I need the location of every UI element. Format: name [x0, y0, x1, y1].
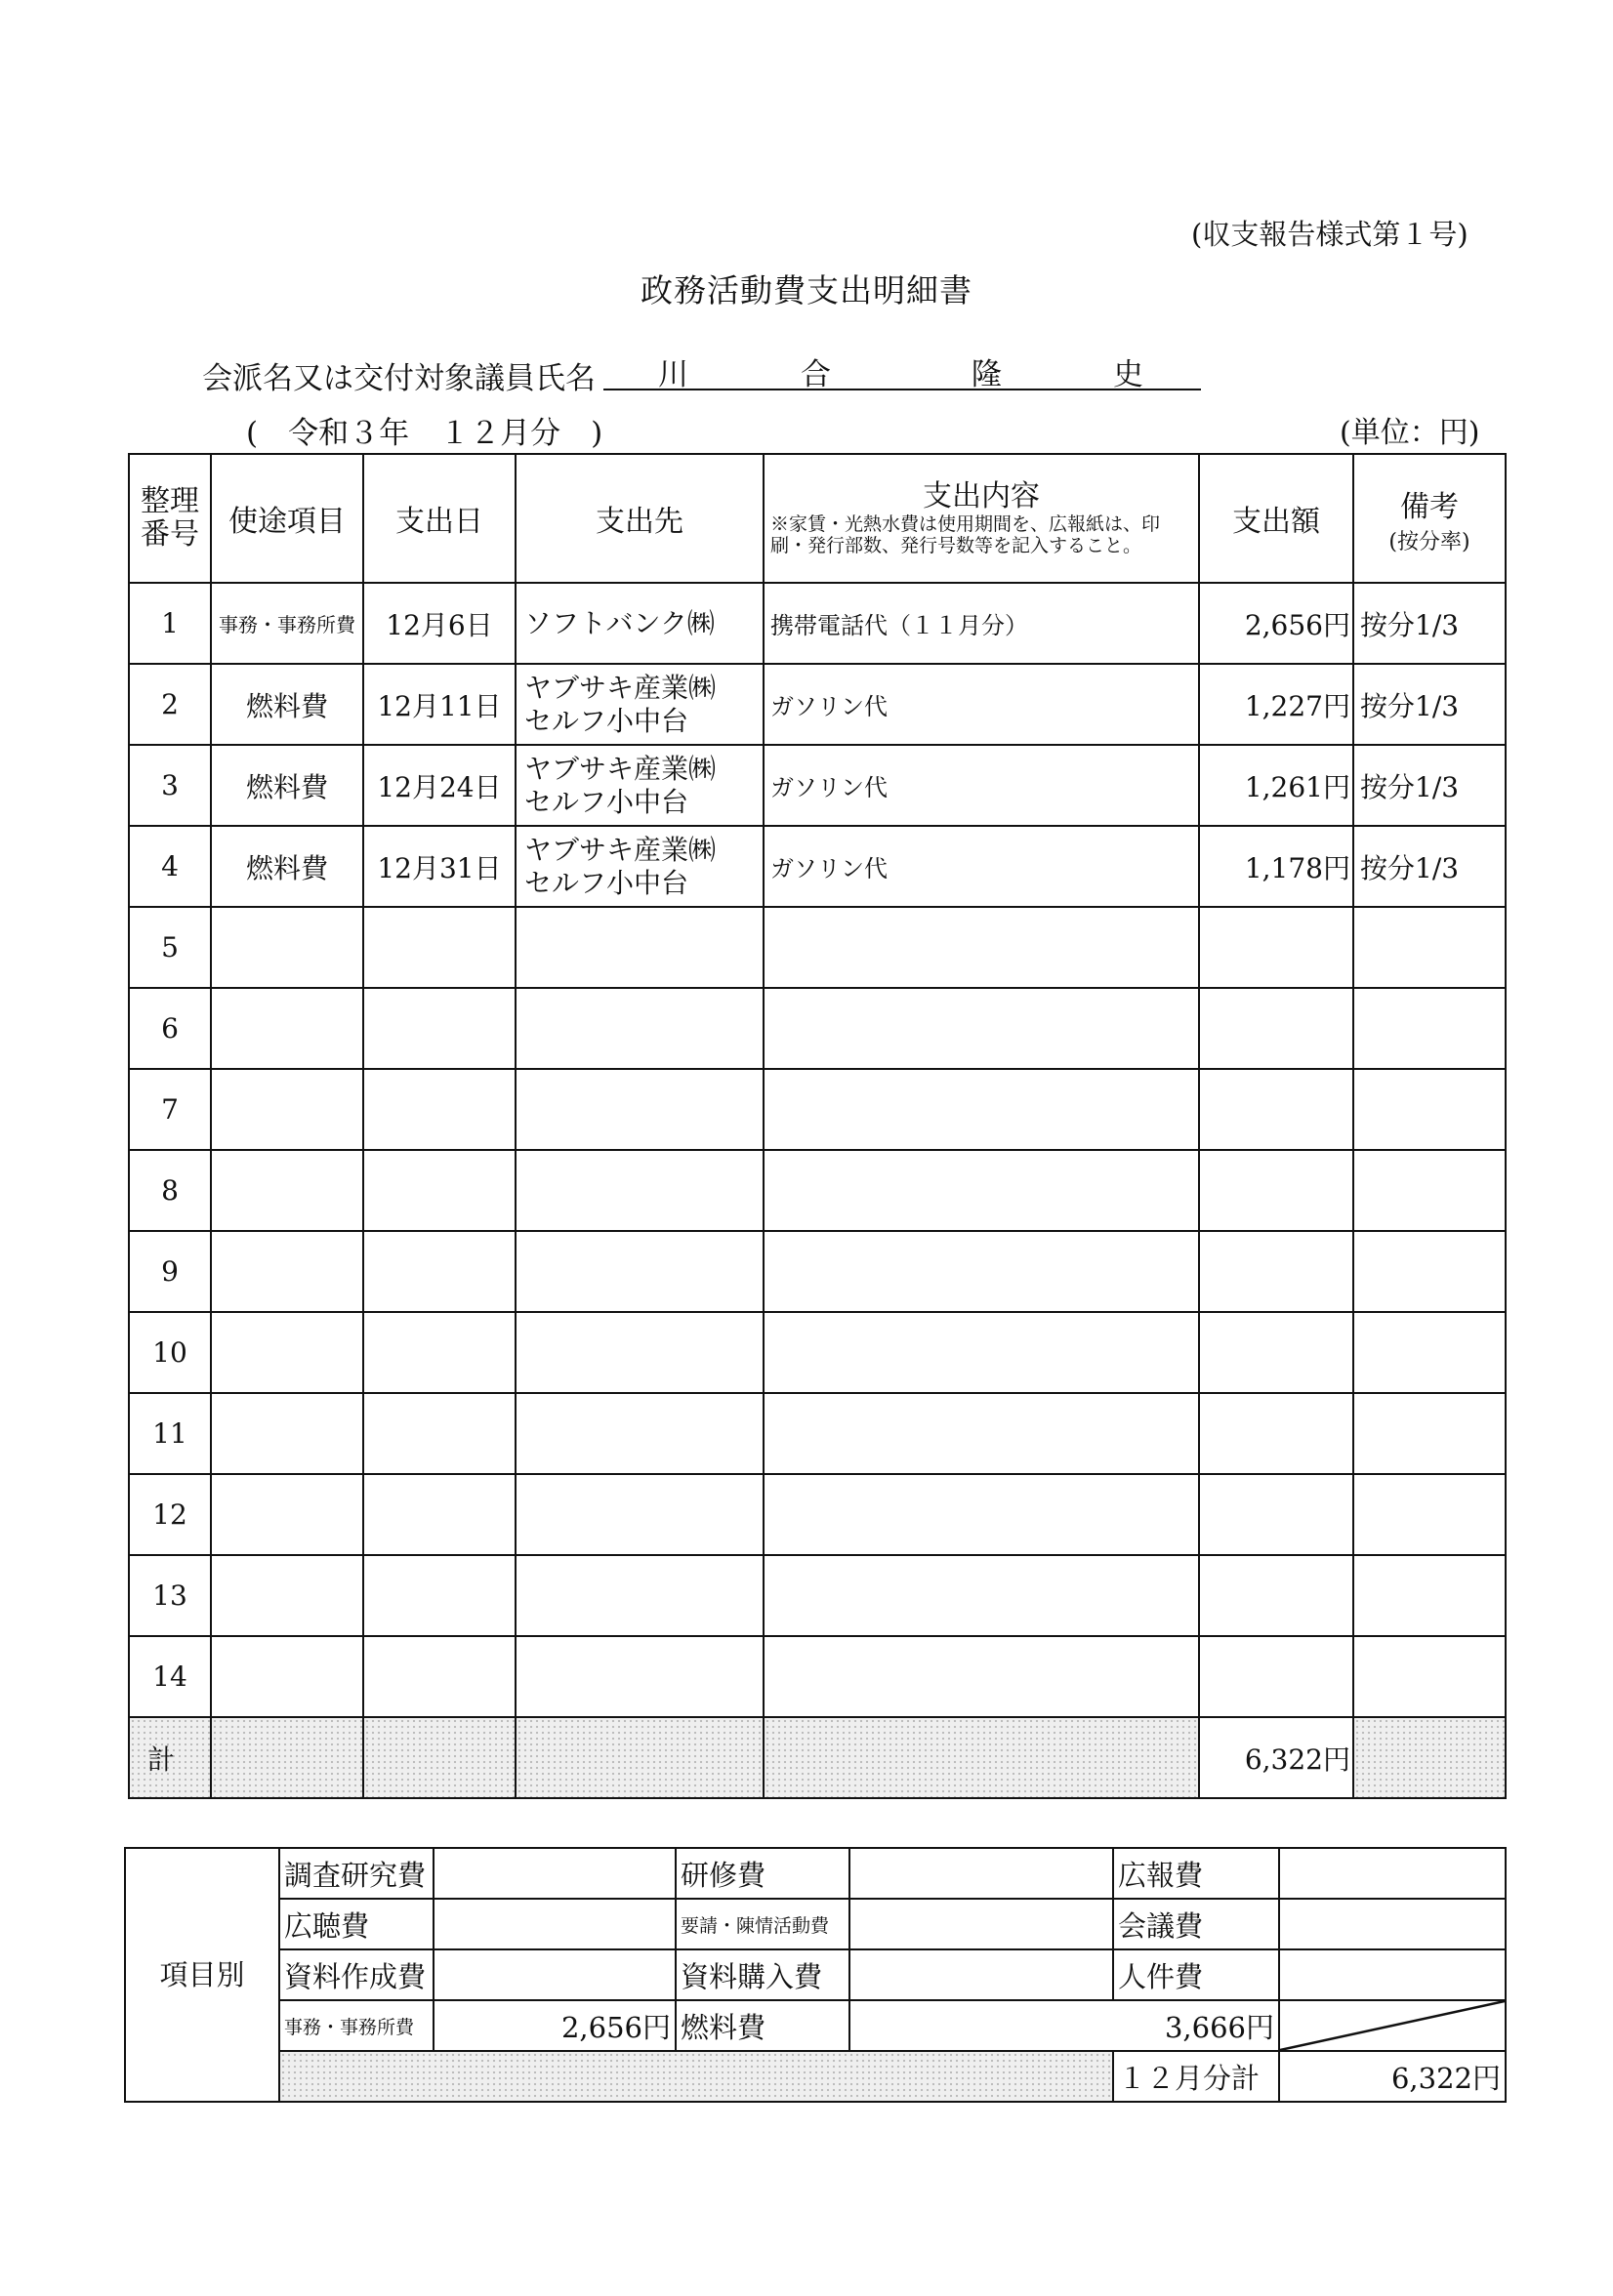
payee-line: セルフ小中台	[524, 866, 689, 899]
row-num: 6	[129, 988, 211, 1069]
row-purpose: 事務・事務所費	[211, 583, 363, 664]
row-payee	[516, 1231, 764, 1312]
document-title: 政務活動費支出明細書	[641, 271, 972, 309]
row-purpose	[211, 1474, 363, 1555]
row-num: 11	[129, 1393, 211, 1474]
row-content: ガソリン代	[764, 745, 1199, 826]
label-personnel: 人件費	[1113, 1949, 1279, 2000]
label-office: 事務・事務所費	[279, 2000, 434, 2051]
payee-line: ヤブサキ産業㈱	[524, 752, 717, 785]
row-date	[363, 1231, 516, 1312]
row-note	[1353, 1636, 1506, 1717]
row-num: 4	[129, 826, 211, 907]
form-number: (収支報告様式第１号)	[1191, 218, 1468, 251]
value-petition	[849, 1899, 1113, 1949]
row-note	[1353, 988, 1506, 1069]
row-purpose	[211, 1150, 363, 1231]
table-row	[129, 1312, 1506, 1393]
member-name-char: 合	[801, 357, 831, 392]
payee-line: セルフ小中台	[524, 704, 689, 737]
row-amount	[1199, 1393, 1353, 1474]
value-hearing	[434, 1899, 676, 1949]
row-payee	[516, 988, 764, 1069]
row-date: 12月6日	[363, 583, 516, 664]
header-content: 支出内容 ※家賃・光熱水費は使用期間を、広報紙は、印刷・発行部数、発行号数等を記入すること。	[764, 454, 1199, 583]
row-content: ガソリン代	[764, 826, 1199, 907]
row-note	[1353, 907, 1506, 988]
row-amount	[1199, 1474, 1353, 1555]
total-label: 計	[129, 1717, 211, 1798]
summary-shaded-area	[279, 2051, 1113, 2102]
row-num: 14	[129, 1636, 211, 1717]
table-row	[129, 1231, 1506, 1312]
value-research	[434, 1848, 676, 1899]
header-amount: 支出額	[1199, 454, 1353, 583]
category-label: 項目別	[125, 1848, 279, 2102]
row-payee	[516, 583, 764, 664]
row-content: ガソリン代	[764, 664, 1199, 745]
member-name-char: 川	[658, 357, 688, 392]
header-date: 支出日	[363, 454, 516, 583]
row-payee	[516, 1555, 764, 1636]
member-name-char: 史	[1113, 357, 1143, 392]
row-amount	[1199, 907, 1353, 988]
value-meeting	[1279, 1899, 1506, 1949]
row-note	[1353, 1150, 1506, 1231]
row-purpose	[211, 988, 363, 1069]
table-row	[129, 583, 1506, 664]
row-payee	[516, 826, 764, 907]
table-row	[129, 907, 1506, 988]
table-row	[129, 1555, 1506, 1636]
row-content	[764, 1231, 1199, 1312]
table-row	[129, 664, 1506, 745]
row-content	[764, 1636, 1199, 1717]
row-date	[363, 907, 516, 988]
row-purpose	[211, 1231, 363, 1312]
table-row	[129, 1069, 1506, 1150]
expense-detail-table	[128, 453, 1507, 1799]
row-date	[363, 1636, 516, 1717]
row-num: 2	[129, 664, 211, 745]
row-payee	[516, 907, 764, 988]
row-date	[363, 1393, 516, 1474]
row-payee	[516, 745, 764, 826]
row-purpose: 燃料費	[211, 664, 363, 745]
row-date	[363, 1312, 516, 1393]
payee-line: ソフトバンク㈱	[524, 606, 715, 639]
monthly-total-label: １２月分計	[1113, 2051, 1279, 2102]
name-underline	[603, 389, 1201, 390]
value-materials-creation	[434, 1949, 676, 2000]
row-date	[363, 1150, 516, 1231]
row-amount	[1199, 1636, 1353, 1717]
row-content	[764, 988, 1199, 1069]
label-fuel: 燃料費	[676, 2000, 849, 2051]
row-amount: 1,261円	[1199, 745, 1353, 826]
row-content	[764, 1555, 1199, 1636]
row-num: 1	[129, 583, 211, 664]
row-amount: 1,227円	[1199, 664, 1353, 745]
diagonal-cell	[1279, 2000, 1506, 2051]
label-materials-creation: 資料作成費	[279, 1949, 434, 2000]
row-note	[1353, 1555, 1506, 1636]
table-row	[129, 988, 1506, 1069]
header-num: 整理番号	[129, 454, 211, 583]
header-payee: 支出先	[516, 454, 764, 583]
row-purpose	[211, 1636, 363, 1717]
table-row	[129, 1150, 1506, 1231]
row-num: 3	[129, 745, 211, 826]
row-date: 12月31日	[363, 826, 516, 907]
row-purpose	[211, 907, 363, 988]
table-row	[129, 745, 1506, 826]
row-amount	[1199, 1069, 1353, 1150]
table-row	[129, 1393, 1506, 1474]
row-content	[764, 1150, 1199, 1231]
row-amount	[1199, 1231, 1353, 1312]
label-training: 研修費	[676, 1848, 849, 1899]
row-amount	[1199, 1312, 1353, 1393]
total-amount: 6,322円	[1199, 1717, 1353, 1798]
row-num: 9	[129, 1231, 211, 1312]
row-date	[363, 1474, 516, 1555]
unit-label: (単位：円)	[1340, 416, 1480, 450]
name-label: 会派名又は交付対象議員氏名	[202, 361, 596, 396]
row-num: 5	[129, 907, 211, 988]
row-payee	[516, 1393, 764, 1474]
label-petition: 要請・陳情活動費	[676, 1899, 849, 1949]
row-payee	[516, 1069, 764, 1150]
row-content	[764, 1069, 1199, 1150]
row-amount	[1199, 1555, 1353, 1636]
row-content: 携帯電話代（１１月分）	[764, 583, 1199, 664]
row-note: 按分1/3	[1353, 664, 1506, 745]
row-num: 12	[129, 1474, 211, 1555]
table-header-row	[129, 454, 1506, 583]
row-payee	[516, 664, 764, 745]
row-num: 10	[129, 1312, 211, 1393]
row-purpose	[211, 1312, 363, 1393]
row-amount: 1,178円	[1199, 826, 1353, 907]
row-content	[764, 1393, 1199, 1474]
table-row	[129, 826, 1506, 907]
row-content	[764, 1474, 1199, 1555]
total-row	[129, 1717, 1506, 1798]
header-purpose: 使途項目	[211, 454, 363, 583]
row-note	[1353, 1474, 1506, 1555]
row-num: 8	[129, 1150, 211, 1231]
row-date	[363, 988, 516, 1069]
label-pr: 広報費	[1113, 1848, 1279, 1899]
row-payee	[516, 1150, 764, 1231]
monthly-total: 6,322円	[1279, 2051, 1506, 2102]
value-office: 2,656円	[434, 2000, 676, 2051]
row-note: 按分1/3	[1353, 583, 1506, 664]
row-payee	[516, 1312, 764, 1393]
table-row	[129, 1474, 1506, 1555]
value-training	[849, 1848, 1113, 1899]
row-payee	[516, 1636, 764, 1717]
payee-line: ヤブサキ産業㈱	[524, 671, 717, 704]
row-purpose: 燃料費	[211, 826, 363, 907]
label-materials-purchase: 資料購入費	[676, 1949, 849, 2000]
row-note: 按分1/3	[1353, 826, 1506, 907]
label-research: 調査研究費	[279, 1848, 434, 1899]
row-purpose	[211, 1393, 363, 1474]
row-purpose: 燃料費	[211, 745, 363, 826]
value-pr	[1279, 1848, 1506, 1899]
row-purpose	[211, 1555, 363, 1636]
row-note: 按分1/3	[1353, 745, 1506, 826]
label-meeting: 会議費	[1113, 1899, 1279, 1949]
label-hearing: 広聴費	[279, 1899, 434, 1949]
row-num: 13	[129, 1555, 211, 1636]
row-purpose	[211, 1069, 363, 1150]
table-row	[129, 1636, 1506, 1717]
category-summary-table	[124, 1847, 1507, 2103]
row-content	[764, 907, 1199, 988]
report-period: ( 令和３年 １２月分 )	[246, 416, 603, 451]
row-date: 12月24日	[363, 745, 516, 826]
payee-line: セルフ小中台	[524, 785, 689, 818]
payee-line: ヤブサキ産業㈱	[524, 833, 717, 866]
header-note: 備考 (按分率)	[1353, 454, 1506, 583]
row-payee	[516, 1474, 764, 1555]
row-amount	[1199, 1150, 1353, 1231]
row-note	[1353, 1312, 1506, 1393]
row-note	[1353, 1393, 1506, 1474]
row-date	[363, 1555, 516, 1636]
row-date: 12月11日	[363, 664, 516, 745]
value-fuel: 3,666円	[849, 2000, 1279, 2051]
row-note	[1353, 1231, 1506, 1312]
row-amount: 2,656円	[1199, 583, 1353, 664]
value-personnel	[1279, 1949, 1506, 2000]
row-note	[1353, 1069, 1506, 1150]
row-num: 7	[129, 1069, 211, 1150]
row-content	[764, 1312, 1199, 1393]
member-name-char: 隆	[972, 357, 1002, 392]
row-amount	[1199, 988, 1353, 1069]
value-materials-purchase	[849, 1949, 1113, 2000]
row-date	[363, 1069, 516, 1150]
header-content-note: ※家賃・光熱水費は使用期間を、広報紙は、印刷・発行部数、発行号数等を記入すること。	[770, 513, 1161, 556]
